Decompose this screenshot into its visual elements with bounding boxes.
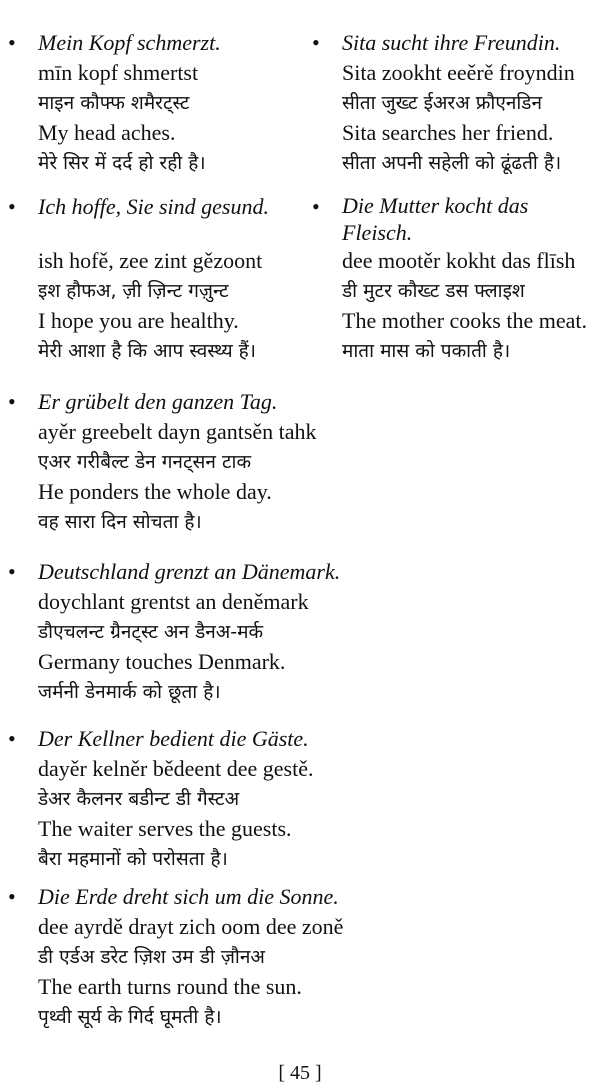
- english-translation: The earth turns round the sun.: [38, 974, 302, 999]
- german-sentence: Mein Kopf schmerzt.: [38, 30, 221, 55]
- hindi-translation: सीता अपनी सहेली को ढूंढती है।: [342, 152, 562, 174]
- bullet: •: [8, 30, 16, 55]
- pronunciation: dee mootěr kokht das flīsh: [342, 248, 576, 273]
- bullet: •: [8, 559, 16, 584]
- english-translation: The mother cooks the meat.: [342, 308, 587, 333]
- german-sentence: Deutschland grenzt an Dänemark.: [38, 559, 341, 584]
- bullet: •: [8, 194, 16, 219]
- english-translation: The waiter serves the guests.: [38, 816, 292, 841]
- hindi-translation: वह सारा दिन सोचता है।: [38, 511, 202, 533]
- english-translation: Germany touches Denmark.: [38, 649, 286, 674]
- hindi-transliteration: इश हौफअ, ज़ी ज़िन्ट गज़ुन्ट: [38, 280, 229, 302]
- bullet: •: [8, 884, 16, 909]
- german-sentence: Der Kellner bedient die Gäste.: [38, 726, 309, 751]
- hindi-transliteration: डेअर कैलनर बडीन्ट डी गैस्टअ: [38, 788, 240, 810]
- hindi-translation: माता मास को पकाती है।: [342, 340, 511, 362]
- pronunciation: dayěr kelněr bědeent dee gestě.: [38, 756, 314, 781]
- german-sentence: Er grübelt den ganzen Tag.: [38, 389, 278, 414]
- hindi-transliteration: सीता जुख्ट ईअरअ फ्रौएनडिन: [342, 92, 543, 114]
- english-translation: He ponders the whole day.: [38, 479, 272, 504]
- hindi-transliteration: एअर गरीबैल्ट डेन गनट्सन टाक: [38, 451, 252, 473]
- bullet: •: [312, 30, 320, 55]
- hindi-translation: मेरी आशा है कि आप स्वस्थ्य हैं।: [38, 340, 256, 362]
- german-sentence: Sita sucht ihre Freundin.: [342, 30, 561, 55]
- hindi-transliteration: डी एर्डअ डरेट ज़िश उम डी ज़ौनअ: [38, 946, 265, 968]
- english-translation: Sita searches her friend.: [342, 120, 554, 145]
- bullet: •: [312, 194, 320, 219]
- pronunciation: ayěr greebelt dayn gantsěn tahk: [38, 419, 317, 444]
- bullet: •: [8, 389, 16, 414]
- german-sentence: Die Erde dreht sich um die Sonne.: [38, 884, 339, 909]
- german-sentence: Ich hoffe, Sie sind gesund.: [38, 194, 269, 219]
- pronunciation: mīn kopf shmertst: [38, 60, 199, 85]
- pronunciation: doychlant grentst an deněmark: [38, 589, 309, 614]
- pronunciation: Sita zookht eeěrě froyndin: [342, 60, 575, 85]
- german-sentence: Die Mutter kocht das Fleisch.: [342, 193, 529, 245]
- hindi-transliteration: डौएचलन्ट ग्रैनट्स्ट अन डैनअ-मर्क: [38, 621, 264, 643]
- hindi-translation: पृथ्वी सूर्य के गिर्द घूमती है।: [38, 1006, 222, 1028]
- page-number: [ 45 ]: [278, 1062, 322, 1084]
- bullet: •: [8, 726, 16, 751]
- pronunciation: dee ayrdě drayt zich oom dee zoně: [38, 914, 344, 939]
- hindi-translation: बैरा महमानों को परोसता है।: [38, 848, 228, 870]
- hindi-translation: जर्मनी डेनमार्क को छूता है।: [38, 681, 221, 703]
- hindi-transliteration: डी मुटर कौख्ट डस फ्लाइश: [342, 280, 525, 302]
- english-translation: My head aches.: [38, 120, 176, 145]
- pronunciation: ish hofě, zee zint gězoont: [38, 248, 263, 273]
- english-translation: I hope you are healthy.: [38, 308, 239, 333]
- hindi-transliteration: माइन कौफ्फ शमैरट्स्ट: [38, 92, 190, 114]
- hindi-translation: मेरे सिर में दर्द हो रही है।: [38, 152, 206, 174]
